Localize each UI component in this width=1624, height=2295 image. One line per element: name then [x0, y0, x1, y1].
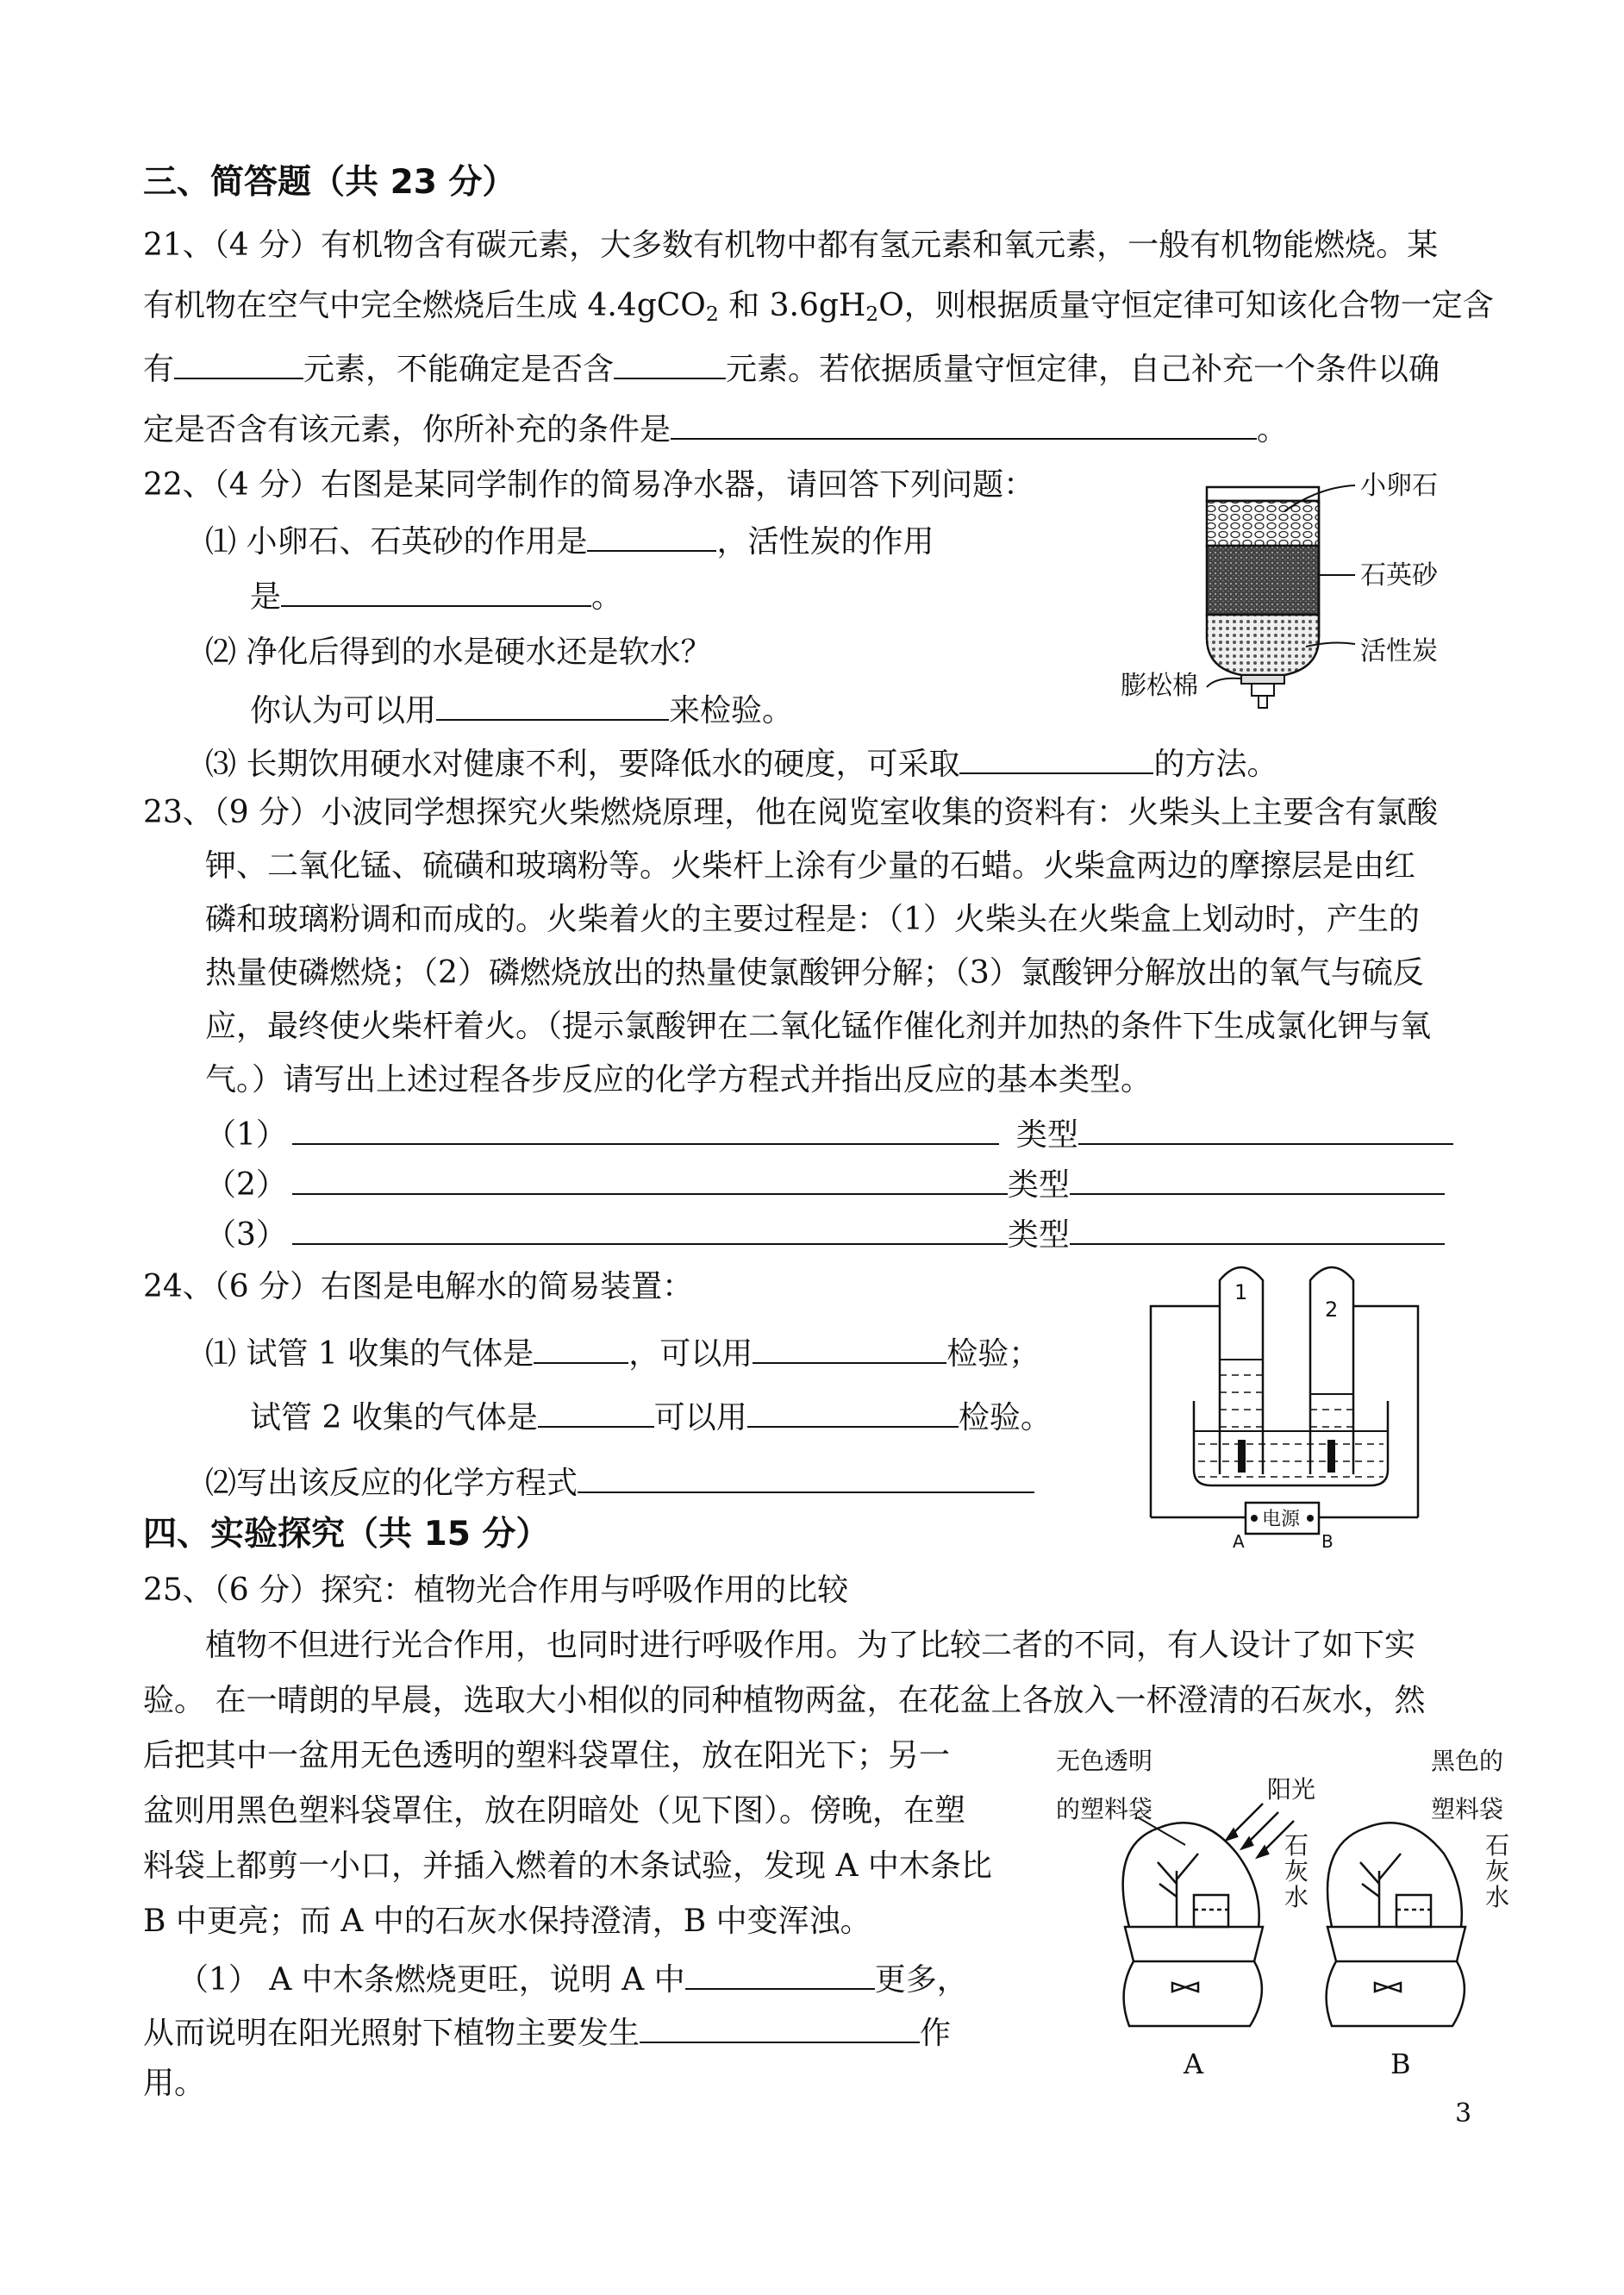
- answer-blank[interactable]: [640, 2012, 920, 2043]
- limewater-a-1: 石: [1284, 1831, 1309, 1860]
- label-b: B: [1390, 2048, 1411, 2080]
- q22-sub1-cont: 是 。: [250, 576, 622, 616]
- limewater-b-2: 灰: [1485, 1857, 1510, 1885]
- answer-blank[interactable]: [747, 1397, 959, 1428]
- q23-row-2: （2） 类型: [205, 1164, 1445, 1204]
- answer-blank[interactable]: [614, 348, 726, 379]
- q25-line3: 后把其中一盆用无色透明的塑料袋罩住，放在阳光下；另一: [143, 1738, 951, 1773]
- q22-title: 22、（4 分）右图是某同学制作的简易净水器，请回答下列问题：: [143, 467, 1035, 503]
- label-a: A: [1184, 2048, 1204, 2080]
- q24-sub1: ⑴ 试管 1 收集的气体是 ，可以用 检验；: [205, 1333, 1040, 1373]
- type-blank[interactable]: [1070, 1214, 1445, 1245]
- type-blank[interactable]: [1070, 1164, 1445, 1195]
- equation-blank[interactable]: [292, 1164, 1008, 1195]
- label-cotton: 膨松棉: [1121, 671, 1198, 701]
- bag-a-label-1: 无色透明: [1056, 1747, 1153, 1775]
- q23-line1: 23、（9 分）小波同学想探究火柴燃烧原理，他在阅览室收集的资料有：火柴头上主要含有氯酸: [143, 795, 1439, 830]
- type-blank[interactable]: [1078, 1114, 1453, 1145]
- plant-pot-a: [1123, 1823, 1263, 2026]
- label-quartz-sand: 石英砂: [1360, 560, 1438, 591]
- answer-blank[interactable]: [959, 743, 1153, 774]
- equation-blank[interactable]: [292, 1114, 999, 1145]
- q21-line1: 21、（4 分）有机物含有碳元素，大多数有机物中都有氢元素和氧元素，一般有机物能燃烧。某: [143, 228, 1439, 263]
- answer-blank[interactable]: [671, 409, 1257, 440]
- answer-blank[interactable]: [587, 521, 716, 552]
- q23-row-1: （1） 类型: [205, 1114, 1453, 1154]
- electrolysis-figure: [1138, 1254, 1431, 1565]
- q23-line6: 气。）请写出上述过程各步反应的化学方程式并指出反应的基本类型。: [205, 1062, 1152, 1097]
- plant-pot-b: [1327, 1823, 1465, 2026]
- q21-line3: 有 元素，不能确定是否含 元素。若依据质量守恒定律，自己补充一个条件以确: [143, 348, 1440, 388]
- limewater-a-2: 灰: [1284, 1857, 1309, 1885]
- section-title: 四、实验探究（共 15 分）: [143, 1515, 550, 1554]
- q22-sub3: ⑶ 长期饮用硬水对健康不利，要降低水的硬度，可采取 的方法。: [205, 743, 1277, 783]
- q25-sub1-cont: 从而说明在阳光照射下植物主要发生 作: [143, 2012, 951, 2052]
- terminal-a-label: A: [1233, 1531, 1245, 1552]
- q25-line1: 植物不但进行光合作用，也同时进行呼吸作用。为了比较二者的不同，有人设计了如下实: [205, 1628, 1416, 1663]
- water-filter-figure: [1121, 453, 1465, 711]
- q21-line4: 定是否含有该元素，你所补充的条件是 。: [143, 409, 1288, 448]
- tube-2-label: 2: [1325, 1298, 1339, 1322]
- q23-line5: 应，最终使火柴杆着火。（提示氯酸钾在二氧化锰作催化剂并加热的条件下生成氯化钾与氧: [205, 1009, 1432, 1044]
- q23-row-3: （3） 类型: [205, 1214, 1445, 1254]
- q25-title: 25、（6 分）探究：植物光合作用与呼吸作用的比较: [143, 1573, 849, 1608]
- equation-blank[interactable]: [578, 1462, 1034, 1493]
- power-label: 电源: [1262, 1509, 1301, 1530]
- q21-line2: 有机物在空气中完全燃烧后生成 4.4gCO$_2$ 和 $3.6gH_2O$，则根据质量守恒定律可知该化合物一定含: [143, 288, 1494, 326]
- section-title: 三、简答题（共 23 分）: [143, 163, 516, 202]
- filter-bottle: [1207, 487, 1319, 708]
- equation-blank[interactable]: [292, 1214, 1008, 1245]
- answer-blank[interactable]: [538, 1397, 654, 1428]
- q24-sub2: ⑵写出该反应的化学方程式: [205, 1462, 1034, 1502]
- electrode-1: [1238, 1440, 1246, 1473]
- answer-blank[interactable]: [534, 1333, 628, 1364]
- q22-sub2-cont: 你认为可以用 来检验。: [250, 690, 793, 729]
- answer-blank[interactable]: [685, 1959, 875, 1990]
- q24-title: 24、（6 分）右图是电解水的简易装置：: [143, 1269, 694, 1304]
- q24-sub1-cont: 试管 2 收集的气体是 可以用 检验。: [250, 1397, 1052, 1436]
- limewater-b-3: 水: [1485, 1883, 1510, 1911]
- bag-b-label-1: 黑色的: [1431, 1747, 1504, 1775]
- electrode-2: [1327, 1440, 1335, 1473]
- q23-line2: 钾、二氧化锰、硫磺和玻璃粉等。火柴杆上涂有少量的石蜡。火柴盒两边的摩擦层是由红: [205, 848, 1416, 884]
- q23-line3: 磷和玻璃粉调和而成的。火柴着火的主要过程是：（1）火柴头在火柴盒上划动时，产生的: [205, 902, 1420, 937]
- terminal-b-label: B: [1321, 1531, 1334, 1552]
- sunlight-label: 阳光: [1267, 1775, 1316, 1804]
- q25-line5: 料袋上都剪一小口，并插入燃着的木条试验，发现 A 中木条比: [143, 1848, 992, 1884]
- tube-1-label: 1: [1234, 1280, 1248, 1304]
- q25-line4: 盆则用黑色塑料袋罩住，放在阴暗处（见下图）。傍晚，在塑: [143, 1793, 966, 1829]
- answer-blank[interactable]: [753, 1333, 946, 1364]
- label-activated-carbon: 活性炭: [1360, 636, 1438, 666]
- answer-blank[interactable]: [281, 576, 591, 607]
- q22-sub2: ⑵ 净化后得到的水是硬水还是软水？: [205, 635, 712, 670]
- limewater-b-1: 石: [1485, 1831, 1510, 1860]
- q25-line6: B 中更亮；而 A 中的石灰水保持澄清，B 中变浑浊。: [143, 1904, 871, 1939]
- q22-sub1: ⑴ 小卵石、石英砂的作用是 ，活性炭的作用: [205, 521, 934, 560]
- label-pebbles: 小卵石: [1360, 471, 1438, 501]
- q25-sub1: （1） A 中木条燃烧更旺，说明 A 中 更多，: [178, 1959, 968, 1998]
- limewater-a-3: 水: [1284, 1883, 1309, 1911]
- plant-experiment-figure: [1056, 1733, 1539, 2095]
- bag-a-label-2: 的塑料袋: [1056, 1795, 1153, 1823]
- answer-blank[interactable]: [436, 690, 669, 721]
- page-number: 3: [1455, 2098, 1472, 2129]
- bag-b-label-2: 塑料袋: [1431, 1795, 1504, 1823]
- q25-line2: 验。 在一晴朗的早晨，选取大小相似的同种植物两盆，在花盆上各放入一杯澄清的石灰水，然: [143, 1683, 1426, 1718]
- q23-line4: 热量使磷燃烧；（2）磷燃烧放出的热量使氯酸钾分解；（3）氯酸钾分解放出的氧气与硫反: [205, 955, 1424, 991]
- answer-blank[interactable]: [174, 348, 303, 379]
- q25-sub1-end: 用。: [143, 2066, 206, 2101]
